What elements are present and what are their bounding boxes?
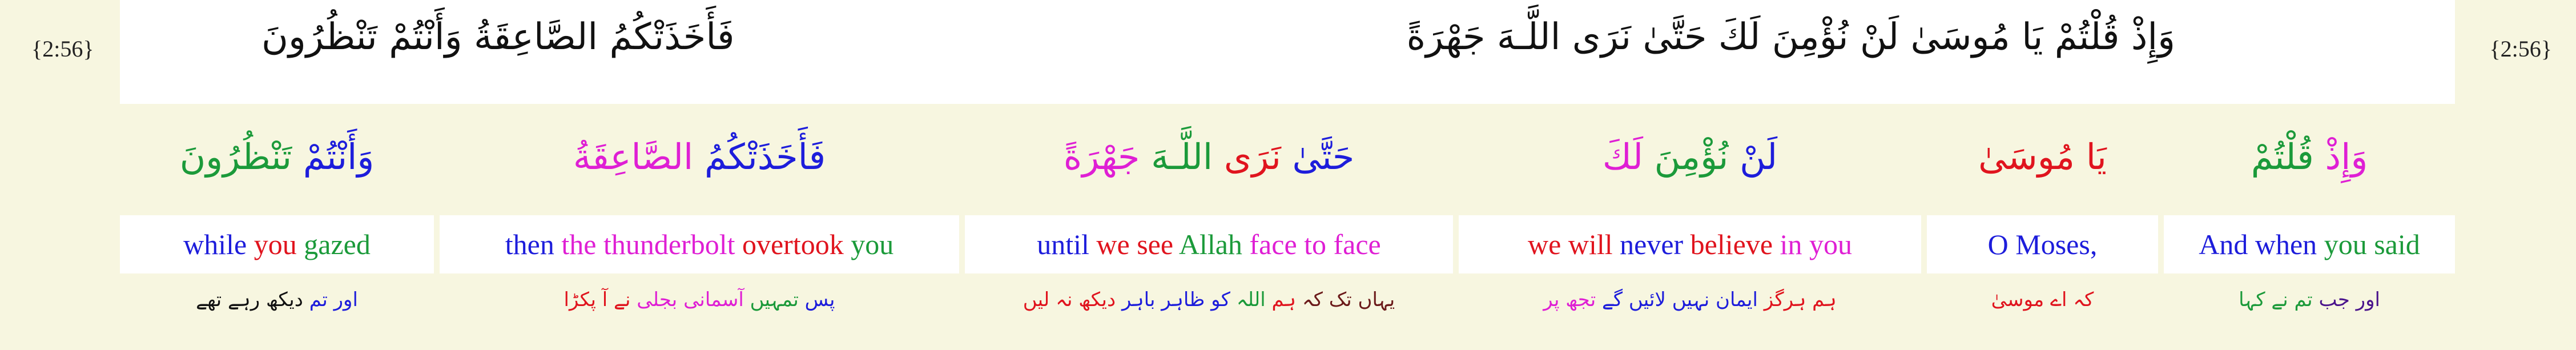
word-segment: we see (1089, 228, 1174, 260)
word-segment: فَأَخَذَتْكُمُ (704, 136, 826, 178)
word-group-2 (1927, 104, 2158, 350)
arabic-phrase (1927, 136, 2158, 178)
word-segment: ہم (1271, 288, 1302, 311)
word-segment: اور جب (2319, 288, 2380, 311)
english-translation (1927, 228, 2158, 261)
word-segment: تَنْظُرُونَ (179, 136, 303, 178)
word-segment: تجھ پر (1543, 288, 1602, 311)
word-segment: face to face (1242, 228, 1381, 260)
word-segment: you (843, 228, 894, 260)
verse-reference-right: {2:56} (2489, 36, 2552, 62)
word-group-4 (965, 104, 1453, 350)
word-segment: جَهْرَةً (1063, 136, 1152, 178)
arabic-phrase (2164, 136, 2455, 178)
word-group-3 (1459, 104, 1921, 350)
word-segment: never (1612, 228, 1684, 260)
word-segment: اور تم (309, 288, 358, 311)
word-segment: نے آ پکڑا (564, 288, 637, 311)
word-segment: نَرَى (1223, 136, 1293, 178)
english-translation (1459, 228, 1921, 261)
english-box (120, 215, 434, 273)
word-group-1 (2164, 104, 2455, 350)
word-group-6 (120, 104, 434, 350)
word-segment: اللَّـهَ (1151, 136, 1224, 178)
word-segment: دیکھ رہے تھے (196, 288, 309, 311)
word-segment: حَتَّىٰ (1292, 136, 1355, 178)
english-box (1927, 215, 2158, 273)
word-segment: until (1037, 228, 1089, 260)
english-translation (2164, 228, 2455, 261)
english-box (965, 215, 1453, 273)
arabic-phrase (965, 136, 1453, 178)
english-box (440, 215, 959, 273)
urdu-translation (1459, 288, 1921, 311)
word-segment: پس (804, 288, 835, 311)
word-segment: کو ظاہر باہر (1121, 288, 1237, 311)
urdu-translation (120, 288, 434, 311)
word-segment: الصَّاعِقَةُ (573, 136, 705, 178)
word-segment: we will (1528, 228, 1613, 260)
word-segment: اللہ (1236, 288, 1272, 311)
urdu-translation (440, 288, 959, 311)
word-segment: تم نے کہا (2239, 288, 2319, 311)
verse-text-part-b: فَأَخَذَتْكُمُ الصَّاعِقَةُ وَأَنْتُمْ تَنْظُرُونَ (261, 16, 735, 58)
word-segment: overtook (735, 228, 844, 260)
urdu-translation (2164, 288, 2455, 311)
word-segment: And when (2199, 228, 2317, 260)
word-segment: لَنْ (1740, 136, 1778, 178)
english-translation (965, 228, 1453, 261)
word-segment: the thunderbolt (554, 228, 735, 260)
urdu-translation (965, 288, 1453, 311)
word-segment: while (183, 228, 247, 260)
arabic-phrase (120, 136, 434, 178)
word-segment: يَا مُوسَىٰ (1978, 136, 2107, 178)
arabic-phrase (1459, 136, 1921, 178)
word-segment: you (247, 228, 297, 260)
word-segment: تمہیں (750, 288, 805, 311)
word-segment: وَإِذْ (2325, 136, 2368, 178)
arabic-phrase (440, 136, 959, 178)
word-segment: ایمان نہیں لائیں گے (1601, 288, 1764, 311)
word-group-5 (440, 104, 959, 350)
verse-reference-left: {2:56} (31, 36, 94, 62)
english-box (1459, 215, 1921, 273)
word-segment: دیکھ نہ لیں (1023, 288, 1122, 311)
word-segment: یہاں تک کہ (1302, 288, 1395, 311)
word-segment: then (505, 228, 554, 260)
word-segment: you said (2317, 228, 2420, 260)
word-segment: in you (1773, 228, 1852, 260)
english-translation (120, 228, 434, 261)
word-segment: believe (1683, 228, 1773, 260)
english-box (2164, 215, 2455, 273)
word-segment: کہ اے موسیٰ (1991, 288, 2094, 311)
word-segment: لَكَ (1602, 136, 1655, 178)
urdu-translation (1927, 288, 2158, 311)
word-segment: آسمانی بجلی (637, 288, 750, 311)
word-segment: نُؤْمِنَ (1654, 136, 1740, 178)
word-segment: وَأَنْتُمْ (303, 136, 375, 178)
word-segment: gazed (296, 228, 371, 260)
word-segment: Allah (1173, 228, 1242, 260)
word-segment: O Moses, (1987, 228, 2098, 260)
word-segment: ہم ہرگز (1764, 288, 1837, 311)
verse-banner (120, 0, 2455, 104)
verse-text-part-a: وَإِذْ قُلْتُمْ يَا مُوسَىٰ لَنْ نُؤْمِنَ لَكَ حَتَّىٰ نَرَى اللَّـهَ جَهْرَةً (1406, 16, 2175, 58)
english-translation (440, 228, 959, 261)
word-segment: قُلْتُمْ (2251, 136, 2325, 178)
